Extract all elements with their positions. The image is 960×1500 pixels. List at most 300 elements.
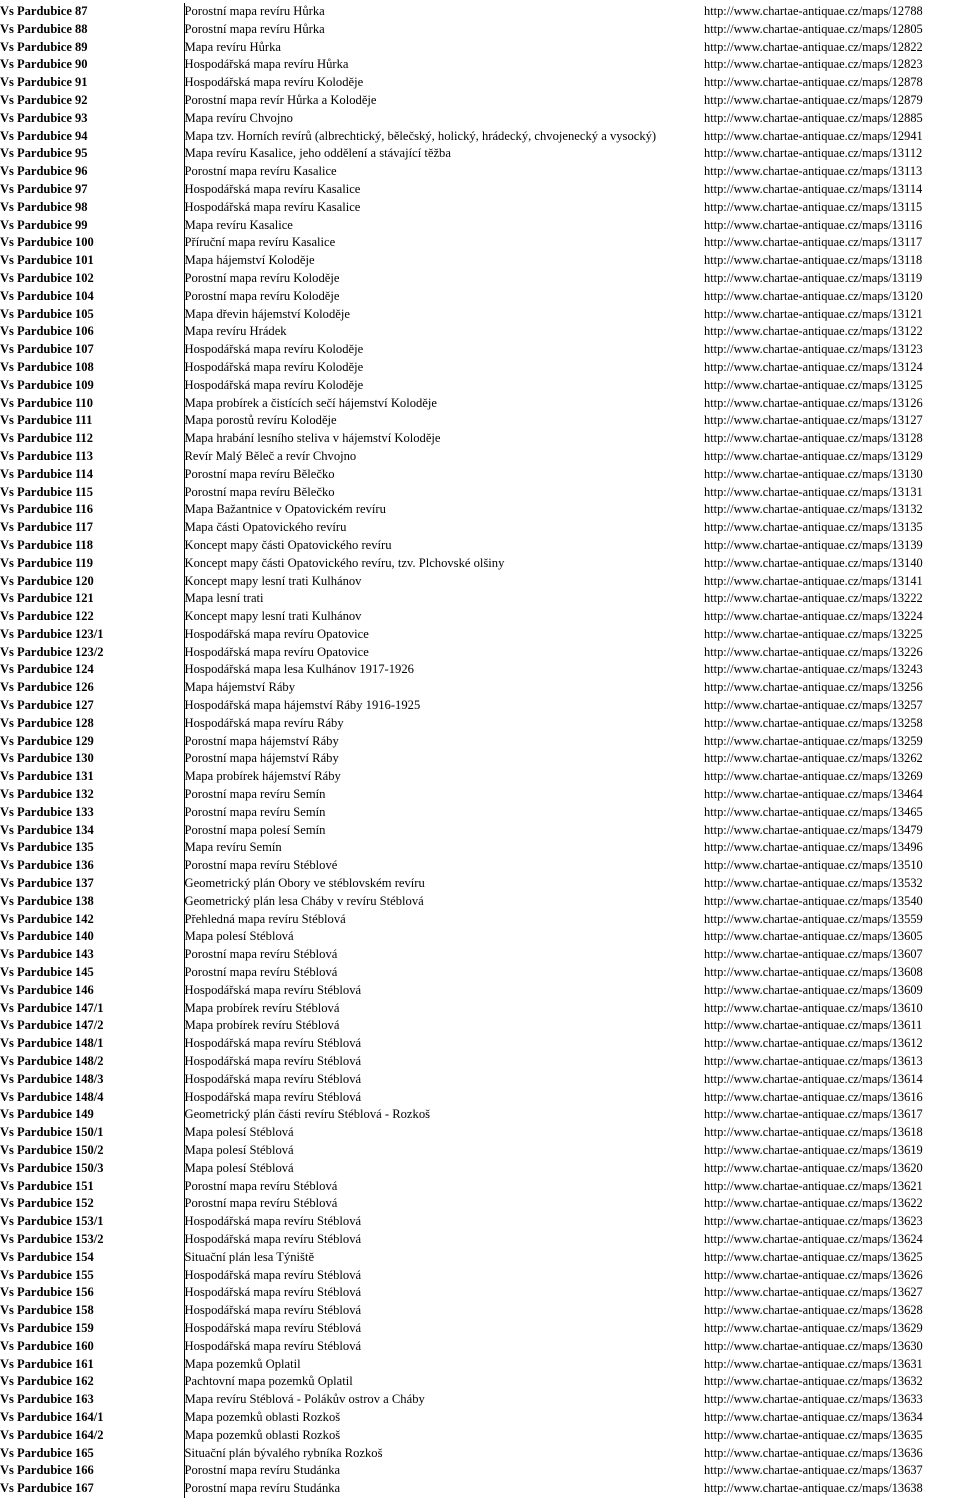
map-title-cell: Hospodářská mapa revíru Stéblová (184, 1036, 362, 1051)
table-row (0, 1462, 960, 1480)
table-row (0, 786, 960, 804)
map-url-link[interactable]: http://www.chartae-antiquae.cz/maps/13140 (704, 555, 923, 570)
map-url-link[interactable]: http://www.chartae-antiquae.cz/maps/13625 (704, 1249, 923, 1264)
map-url-link[interactable]: http://www.chartae-antiquae.cz/maps/13225 (704, 626, 923, 641)
table-row (0, 839, 960, 857)
map-title-cell: Porostní mapa revíru Kasalice (184, 164, 337, 179)
table-row (0, 1445, 960, 1463)
table-row (0, 39, 960, 57)
table-row (0, 946, 960, 964)
map-url-link[interactable]: http://www.chartae-antiquae.cz/maps/13628 (704, 1303, 923, 1318)
map-title-cell: Porostní mapa hájemství Ráby (184, 733, 339, 748)
table-row (0, 288, 960, 306)
signature-cell: Vs Pardubice 167 (0, 1480, 184, 1498)
map-title-cell: Mapa probírek a čistících sečí hájemství Koloděje (184, 395, 437, 410)
table-row (0, 1195, 960, 1213)
map-url-link[interactable]: http://www.chartae-antiquae.cz/maps/13496 (704, 840, 923, 855)
table-row (0, 519, 960, 537)
map-title-cell: Koncept mapy části Opatovického revíru (184, 537, 392, 552)
table-row (0, 644, 960, 662)
signature-cell: Vs Pardubice 100 (0, 234, 184, 252)
table-row (0, 217, 960, 235)
map-url-link[interactable]: http://www.chartae-antiquae.cz/maps/13635 (704, 1427, 923, 1442)
map-url-link[interactable]: http://www.chartae-antiquae.cz/maps/13627 (704, 1285, 923, 1300)
table-row (0, 199, 960, 217)
table-row (0, 1338, 960, 1356)
map-title-cell: Pachtovní mapa pozemků Oplatil (184, 1374, 353, 1389)
table-row (0, 1089, 960, 1107)
signature-cell: Vs Pardubice 88 (0, 21, 184, 39)
signature-cell: Vs Pardubice 152 (0, 1195, 184, 1213)
signature-cell: Vs Pardubice 123/1 (0, 626, 184, 644)
map-url-link[interactable]: http://www.chartae-antiquae.cz/maps/13532 (704, 876, 923, 891)
signature-cell: Vs Pardubice 148/1 (0, 1035, 184, 1053)
map-url-link[interactable]: http://www.chartae-antiquae.cz/maps/13132 (704, 502, 923, 517)
map-url-link[interactable]: http://www.chartae-antiquae.cz/maps/13632 (704, 1374, 923, 1389)
table-row (0, 110, 960, 128)
map-url-link[interactable]: http://www.chartae-antiquae.cz/maps/12823 (704, 57, 923, 72)
map-url-link[interactable]: http://www.chartae-antiquae.cz/maps/13620 (704, 1160, 923, 1175)
map-url-link[interactable]: http://www.chartae-antiquae.cz/maps/13609 (704, 982, 923, 997)
map-url-link[interactable]: http://www.chartae-antiquae.cz/maps/13131 (704, 484, 923, 499)
map-url-link[interactable]: http://www.chartae-antiquae.cz/maps/13139 (704, 537, 923, 552)
map-url-link[interactable]: http://www.chartae-antiquae.cz/maps/13122 (704, 324, 923, 339)
map-url-link[interactable]: http://www.chartae-antiquae.cz/maps/13126 (704, 395, 923, 410)
map-url-link[interactable]: http://www.chartae-antiquae.cz/maps/13258 (704, 715, 923, 730)
table-row (0, 661, 960, 679)
map-title-cell: Porostní mapa revíru Semín (184, 804, 326, 819)
signature-cell: Vs Pardubice 161 (0, 1356, 184, 1374)
map-url-link[interactable]: http://www.chartae-antiquae.cz/maps/12941 (704, 128, 923, 143)
signature-cell: Vs Pardubice 133 (0, 804, 184, 822)
map-url-link[interactable]: http://www.chartae-antiquae.cz/maps/13119 (704, 270, 923, 285)
table-row (0, 501, 960, 519)
map-title-cell: Mapa pozemků Oplatil (184, 1356, 301, 1371)
signature-cell: Vs Pardubice 95 (0, 145, 184, 163)
map-title-cell: Situační plán bývalého rybníka Rozkoš (184, 1445, 383, 1460)
map-title-cell: Porostní mapa revír Hůrka a Koloděje (184, 92, 377, 107)
table-row (0, 1000, 960, 1018)
map-url-link[interactable]: http://www.chartae-antiquae.cz/maps/13125 (704, 377, 923, 392)
table-row (0, 1178, 960, 1196)
map-title-cell: Porostní mapa revíru Stéblová (184, 1178, 338, 1193)
map-title-cell: Hospodářská mapa revíru Stéblová (184, 1089, 362, 1104)
map-url-link[interactable]: http://www.chartae-antiquae.cz/maps/13623 (704, 1214, 923, 1229)
table-row (0, 750, 960, 768)
map-title-cell: Porostní mapa revíru Hůrka (184, 21, 325, 36)
map-title-cell: Mapa polesí Stéblová (184, 1160, 294, 1175)
map-title-cell: Příruční mapa revíru Kasalice (184, 235, 336, 250)
signature-cell: Vs Pardubice 166 (0, 1462, 184, 1480)
signature-cell: Vs Pardubice 142 (0, 911, 184, 929)
signature-cell: Vs Pardubice 150/1 (0, 1124, 184, 1142)
map-url-link[interactable]: http://www.chartae-antiquae.cz/maps/13121 (704, 306, 923, 321)
map-url-link[interactable]: http://www.chartae-antiquae.cz/maps/12805 (704, 21, 923, 36)
table-row (0, 1409, 960, 1427)
map-url-link[interactable]: http://www.chartae-antiquae.cz/maps/13127 (704, 413, 923, 428)
map-url-link[interactable]: http://www.chartae-antiquae.cz/maps/13629 (704, 1320, 923, 1335)
map-url-link[interactable]: http://www.chartae-antiquae.cz/maps/13610 (704, 1000, 923, 1015)
signature-cell: Vs Pardubice 127 (0, 697, 184, 715)
map-url-link[interactable]: http://www.chartae-antiquae.cz/maps/13479 (704, 822, 923, 837)
document-page (0, 3, 960, 1500)
table-row (0, 56, 960, 74)
map-url-link[interactable]: http://www.chartae-antiquae.cz/maps/13540 (704, 893, 923, 908)
signature-cell: Vs Pardubice 117 (0, 519, 184, 537)
catalog-body (0, 3, 960, 1498)
map-title-cell: Mapa tzv. Horních revírů (albrechtický, bělečský, holický, hrádecký, chvojenecký a vysocký) (184, 128, 657, 143)
table-row (0, 1124, 960, 1142)
map-url-link[interactable]: http://www.chartae-antiquae.cz/maps/13605 (704, 929, 923, 944)
map-url-link[interactable]: http://www.chartae-antiquae.cz/maps/13633 (704, 1392, 923, 1407)
table-row (0, 1053, 960, 1071)
signature-cell: Vs Pardubice 129 (0, 733, 184, 751)
table-row (0, 323, 960, 341)
signature-cell: Vs Pardubice 155 (0, 1267, 184, 1285)
signature-cell: Vs Pardubice 151 (0, 1178, 184, 1196)
signature-cell: Vs Pardubice 148/3 (0, 1071, 184, 1089)
map-title-cell: Porostní mapa revíru Koloděje (184, 288, 340, 303)
map-url-link[interactable]: http://www.chartae-antiquae.cz/maps/12788 (704, 4, 923, 18)
table-row (0, 697, 960, 715)
map-title-cell: Mapa revíru Kasalice (184, 217, 293, 232)
table-row (0, 163, 960, 181)
signature-cell: Vs Pardubice 150/2 (0, 1142, 184, 1160)
table-row (0, 590, 960, 608)
map-url-link[interactable]: http://www.chartae-antiquae.cz/maps/13559 (704, 911, 923, 926)
map-title-cell: Porostní mapa polesí Semín (184, 822, 326, 837)
map-url-link[interactable]: http://www.chartae-antiquae.cz/maps/13117 (704, 235, 923, 250)
table-row (0, 822, 960, 840)
map-title-cell: Geometrický plán Obory ve stéblovském revíru (184, 876, 425, 891)
signature-cell: Vs Pardubice 104 (0, 288, 184, 306)
signature-cell: Vs Pardubice 98 (0, 199, 184, 217)
map-url-link[interactable]: http://www.chartae-antiquae.cz/maps/13618 (704, 1125, 923, 1140)
map-url-link[interactable]: http://www.chartae-antiquae.cz/maps/13607 (704, 947, 923, 962)
map-title-cell: Hospodářská mapa revíru Stéblová (184, 1267, 362, 1282)
table-row (0, 537, 960, 555)
table-row (0, 573, 960, 591)
signature-cell: Vs Pardubice 111 (0, 412, 184, 430)
map-url-link[interactable]: http://www.chartae-antiquae.cz/maps/13257 (704, 698, 923, 713)
map-url-link[interactable]: http://www.chartae-antiquae.cz/maps/13636 (704, 1445, 923, 1460)
map-title-cell: Porostní mapa revíru Stéblová (184, 1196, 338, 1211)
map-url-link[interactable]: http://www.chartae-antiquae.cz/maps/13624 (704, 1231, 923, 1246)
map-catalog-table (0, 3, 960, 1498)
map-title-cell: Geometrický plán lesa Cháby v revíru Stéblová (184, 893, 424, 908)
signature-cell: Vs Pardubice 147/2 (0, 1017, 184, 1035)
signature-cell: Vs Pardubice 105 (0, 306, 184, 324)
map-url-link[interactable]: http://www.chartae-antiquae.cz/maps/13622 (704, 1196, 923, 1211)
signature-cell: Vs Pardubice 106 (0, 323, 184, 341)
map-url-link[interactable]: http://www.chartae-antiquae.cz/maps/13128 (704, 431, 923, 446)
signature-cell: Vs Pardubice 143 (0, 946, 184, 964)
table-row (0, 128, 960, 146)
table-row (0, 1427, 960, 1445)
signature-cell: Vs Pardubice 132 (0, 786, 184, 804)
signature-cell: Vs Pardubice 107 (0, 341, 184, 359)
map-title-cell: Situační plán lesa Týniště (184, 1249, 315, 1264)
table-row (0, 430, 960, 448)
map-url-link[interactable]: http://www.chartae-antiquae.cz/maps/13262 (704, 751, 923, 766)
map-url-link[interactable]: http://www.chartae-antiquae.cz/maps/13222 (704, 591, 923, 606)
map-url-link[interactable]: http://www.chartae-antiquae.cz/maps/13120 (704, 288, 923, 303)
signature-cell: Vs Pardubice 160 (0, 1338, 184, 1356)
table-row (0, 412, 960, 430)
table-row (0, 74, 960, 92)
map-title-cell: Mapa pozemků oblasti Rozkoš (184, 1409, 341, 1424)
map-title-cell: Hospodářská mapa revíru Stéblová (184, 982, 362, 997)
signature-cell: Vs Pardubice 130 (0, 750, 184, 768)
map-title-cell: Hospodářská mapa revíru Ráby (184, 715, 344, 730)
map-url-link[interactable]: http://www.chartae-antiquae.cz/maps/13259 (704, 733, 923, 748)
signature-cell: Vs Pardubice 121 (0, 590, 184, 608)
map-title-cell: Hospodářská mapa revíru Opatovice (184, 626, 369, 641)
map-url-link[interactable]: http://www.chartae-antiquae.cz/maps/13115 (704, 199, 923, 214)
map-url-link[interactable]: http://www.chartae-antiquae.cz/maps/13113 (704, 164, 923, 179)
map-title-cell: Hospodářská mapa hájemství Ráby 1916-1925 (184, 698, 421, 713)
map-title-cell: Porostní mapa revíru Studánka (184, 1481, 341, 1496)
table-row (0, 804, 960, 822)
table-row (0, 341, 960, 359)
map-title-cell: Mapa polesí Stéblová (184, 929, 294, 944)
map-title-cell: Hospodářská mapa revíru Stéblová (184, 1303, 362, 1318)
map-title-cell: Porostní mapa hájemství Ráby (184, 751, 339, 766)
map-url-link[interactable]: http://www.chartae-antiquae.cz/maps/13116 (704, 217, 923, 232)
table-row (0, 306, 960, 324)
table-row (0, 145, 960, 163)
map-url-link[interactable]: http://www.chartae-antiquae.cz/maps/13256 (704, 680, 923, 695)
table-row (0, 1284, 960, 1302)
signature-cell: Vs Pardubice 156 (0, 1284, 184, 1302)
map-url-link[interactable]: http://www.chartae-antiquae.cz/maps/13612 (704, 1036, 923, 1051)
signature-cell: Vs Pardubice 91 (0, 74, 184, 92)
map-title-cell: Hospodářská mapa revíru Stéblová (184, 1320, 362, 1335)
map-url-link[interactable]: http://www.chartae-antiquae.cz/maps/13608 (704, 965, 923, 980)
table-row (0, 1035, 960, 1053)
table-row (0, 1302, 960, 1320)
table-row (0, 359, 960, 377)
signature-cell: Vs Pardubice 153/1 (0, 1213, 184, 1231)
map-title-cell: Mapa lesní trati (184, 591, 264, 606)
signature-cell: Vs Pardubice 153/2 (0, 1231, 184, 1249)
map-url-link[interactable]: http://www.chartae-antiquae.cz/maps/13129 (704, 448, 923, 463)
map-url-link[interactable]: http://www.chartae-antiquae.cz/maps/13630 (704, 1338, 923, 1353)
map-url-link[interactable]: http://www.chartae-antiquae.cz/maps/13634 (704, 1409, 923, 1424)
map-title-cell: Mapa polesí Stéblová (184, 1125, 294, 1140)
map-title-cell: Geometrický plán části revíru Stéblová - Rozkoš (184, 1107, 431, 1122)
map-title-cell: Mapa polesí Stéblová (184, 1143, 294, 1157)
table-row (0, 1142, 960, 1160)
signature-cell: Vs Pardubice 136 (0, 857, 184, 875)
signature-cell: Vs Pardubice 108 (0, 359, 184, 377)
map-title-cell: Mapa hájemství Koloděje (184, 253, 315, 268)
table-row (0, 626, 960, 644)
map-title-cell: Hospodářská mapa revíru Koloděje (184, 75, 364, 90)
map-url-link[interactable]: http://www.chartae-antiquae.cz/maps/13638 (704, 1481, 923, 1496)
signature-cell: Vs Pardubice 165 (0, 1445, 184, 1463)
map-title-cell: Koncept mapy lesní trati Kulhánov (184, 609, 362, 624)
table-row (0, 1017, 960, 1035)
map-url-link[interactable]: http://www.chartae-antiquae.cz/maps/13269 (704, 769, 923, 784)
table-row (0, 982, 960, 1000)
signature-cell: Vs Pardubice 118 (0, 537, 184, 555)
table-row (0, 1267, 960, 1285)
map-url-link[interactable]: http://www.chartae-antiquae.cz/maps/13626 (704, 1267, 923, 1282)
signature-cell: Vs Pardubice 112 (0, 430, 184, 448)
map-title-cell: Mapa revíru Hrádek (184, 324, 287, 339)
signature-cell: Vs Pardubice 137 (0, 875, 184, 893)
map-title-cell: Mapa pozemků oblasti Rozkoš (184, 1427, 341, 1442)
map-url-link[interactable]: http://www.chartae-antiquae.cz/maps/12822 (704, 39, 923, 54)
map-url-link[interactable]: http://www.chartae-antiquae.cz/maps/13123 (704, 342, 923, 357)
signature-cell: Vs Pardubice 113 (0, 448, 184, 466)
signature-cell: Vs Pardubice 148/2 (0, 1053, 184, 1071)
table-row (0, 1071, 960, 1089)
map-title-cell: Porostní mapa revíru Bělečko (184, 484, 335, 499)
signature-cell: Vs Pardubice 93 (0, 110, 184, 128)
map-title-cell: Hospodářská mapa revíru Stéblová (184, 1338, 362, 1353)
map-title-cell: Porostní mapa revíru Semín (184, 787, 326, 802)
table-row (0, 1106, 960, 1124)
map-title-cell: Revír Malý Běleč a revír Chvojno (184, 448, 357, 463)
map-title-cell: Mapa porostů revíru Koloděje (184, 413, 337, 428)
map-title-cell: Porostní mapa revíru Stéblové (184, 858, 338, 873)
map-url-link[interactable]: http://www.chartae-antiquae.cz/maps/13114 (704, 181, 923, 196)
signature-cell: Vs Pardubice 92 (0, 92, 184, 110)
map-title-cell: Hospodářská mapa revíru Koloděje (184, 359, 364, 374)
signature-cell: Vs Pardubice 119 (0, 555, 184, 573)
table-row (0, 466, 960, 484)
map-url-link[interactable]: http://www.chartae-antiquae.cz/maps/13637 (704, 1463, 923, 1478)
map-title-cell: Hospodářská mapa revíru Stéblová (184, 1214, 362, 1229)
map-url-link[interactable]: http://www.chartae-antiquae.cz/maps/13631 (704, 1356, 923, 1371)
table-row (0, 3, 960, 21)
map-url-link[interactable]: http://www.chartae-antiquae.cz/maps/13613 (704, 1054, 923, 1069)
map-url-link[interactable]: http://www.chartae-antiquae.cz/maps/13616 (704, 1089, 923, 1104)
map-url-link[interactable]: http://www.chartae-antiquae.cz/maps/13124 (704, 359, 923, 374)
signature-cell: Vs Pardubice 145 (0, 964, 184, 982)
map-title-cell: Koncept mapy lesní trati Kulhánov (184, 573, 362, 588)
map-url-link[interactable]: http://www.chartae-antiquae.cz/maps/13464 (704, 787, 923, 802)
signature-cell: Vs Pardubice 87 (0, 3, 184, 21)
table-row (0, 1231, 960, 1249)
table-row (0, 1391, 960, 1409)
table-row (0, 715, 960, 733)
map-title-cell: Hospodářská mapa revíru Koloděje (184, 377, 364, 392)
map-url-link[interactable]: http://www.chartae-antiquae.cz/maps/13510 (704, 858, 923, 873)
table-row (0, 395, 960, 413)
table-row (0, 252, 960, 270)
signature-cell: Vs Pardubice 163 (0, 1391, 184, 1409)
signature-cell: Vs Pardubice 128 (0, 715, 184, 733)
map-title-cell: Hospodářská mapa revíru Stéblová (184, 1231, 362, 1246)
map-url-link[interactable]: http://www.chartae-antiquae.cz/maps/13614 (704, 1071, 923, 1086)
signature-cell: Vs Pardubice 97 (0, 181, 184, 199)
map-title-cell: Hospodářská mapa revíru Kasalice (184, 199, 361, 214)
map-url-link[interactable]: http://www.chartae-antiquae.cz/maps/12879 (704, 92, 923, 107)
map-url-link[interactable]: http://www.chartae-antiquae.cz/maps/13135 (704, 520, 923, 535)
signature-cell: Vs Pardubice 102 (0, 270, 184, 288)
signature-cell: Vs Pardubice 134 (0, 822, 184, 840)
map-title-cell: Mapa hájemství Ráby (184, 680, 296, 695)
table-row (0, 234, 960, 252)
table-row (0, 181, 960, 199)
signature-cell: Vs Pardubice 140 (0, 928, 184, 946)
map-url-link[interactable]: http://www.chartae-antiquae.cz/maps/13224 (704, 609, 923, 624)
map-url-link[interactable]: http://www.chartae-antiquae.cz/maps/13141 (704, 573, 923, 588)
signature-cell: Vs Pardubice 148/4 (0, 1089, 184, 1107)
signature-cell: Vs Pardubice 164/1 (0, 1409, 184, 1427)
table-row (0, 1320, 960, 1338)
map-title-cell: Hospodářská mapa revíru Stéblová (184, 1054, 362, 1069)
table-row (0, 555, 960, 573)
table-row (0, 857, 960, 875)
signature-cell: Vs Pardubice 159 (0, 1320, 184, 1338)
signature-cell: Vs Pardubice 126 (0, 679, 184, 697)
map-title-cell: Mapa revíru Semín (184, 840, 282, 855)
signature-cell: Vs Pardubice 122 (0, 608, 184, 626)
map-url-link[interactable]: http://www.chartae-antiquae.cz/maps/13112 (704, 146, 923, 161)
map-url-link[interactable]: http://www.chartae-antiquae.cz/maps/13619 (704, 1143, 923, 1157)
map-title-cell: Mapa dřevin hájemství Koloděje (184, 306, 350, 321)
map-url-link[interactable]: http://www.chartae-antiquae.cz/maps/12878 (704, 75, 923, 90)
signature-cell: Vs Pardubice 162 (0, 1373, 184, 1391)
map-url-link[interactable]: http://www.chartae-antiquae.cz/maps/13617 (704, 1107, 923, 1122)
map-title-cell: Mapa revíru Chvojno (184, 110, 293, 125)
map-title-cell: Hospodářská mapa revíru Stéblová (184, 1071, 362, 1086)
map-title-cell: Mapa revíru Kasalice, jeho oddělení a stávající těžba (184, 146, 451, 161)
table-row (0, 1160, 960, 1178)
table-row (0, 893, 960, 911)
table-row (0, 928, 960, 946)
map-title-cell: Porostní mapa revíru Stéblová (184, 965, 338, 980)
table-row (0, 1356, 960, 1374)
map-title-cell: Mapa Bažantnice v Opatovickém revíru (184, 502, 386, 517)
table-row (0, 377, 960, 395)
signature-cell: Vs Pardubice 89 (0, 39, 184, 57)
map-title-cell: Mapa části Opatovického revíru (184, 520, 347, 535)
table-row (0, 92, 960, 110)
map-url-link[interactable]: http://www.chartae-antiquae.cz/maps/13226 (704, 644, 923, 659)
table-row (0, 875, 960, 893)
map-title-cell: Porostní mapa revíru Studánka (184, 1463, 341, 1478)
map-title-cell: Mapa probírek hájemství Ráby (184, 769, 341, 784)
map-title-cell: Hospodářská mapa lesa Kulhánov 1917-1926 (184, 662, 414, 677)
map-url-link[interactable]: http://www.chartae-antiquae.cz/maps/13243 (704, 662, 923, 677)
map-title-cell: Hospodářská mapa revíru Kasalice (184, 181, 361, 196)
signature-cell: Vs Pardubice 99 (0, 217, 184, 235)
signature-cell: Vs Pardubice 94 (0, 128, 184, 146)
signature-cell: Vs Pardubice 90 (0, 56, 184, 74)
map-title-cell: Hospodářská mapa revíru Hůrka (184, 57, 349, 72)
table-row (0, 679, 960, 697)
table-row (0, 768, 960, 786)
signature-cell: Vs Pardubice 150/3 (0, 1160, 184, 1178)
table-row (0, 608, 960, 626)
table-row (0, 21, 960, 39)
table-row (0, 911, 960, 929)
map-url-link[interactable]: http://www.chartae-antiquae.cz/maps/13118 (704, 253, 923, 268)
map-url-link[interactable]: http://www.chartae-antiquae.cz/maps/13130 (704, 466, 923, 481)
map-title-cell: Mapa hrabání lesního steliva v hájemství Koloděje (184, 431, 441, 446)
map-url-link[interactable]: http://www.chartae-antiquae.cz/maps/12885 (704, 110, 923, 125)
map-url-link[interactable]: http://www.chartae-antiquae.cz/maps/13465 (704, 804, 923, 819)
map-url-link[interactable]: http://www.chartae-antiquae.cz/maps/13611 (704, 1018, 923, 1033)
map-title-cell: Mapa revíru Stéblová - Polákův ostrov a Cháby (184, 1392, 425, 1407)
map-url-link[interactable]: http://www.chartae-antiquae.cz/maps/13621 (704, 1178, 923, 1193)
signature-cell: Vs Pardubice 110 (0, 395, 184, 413)
